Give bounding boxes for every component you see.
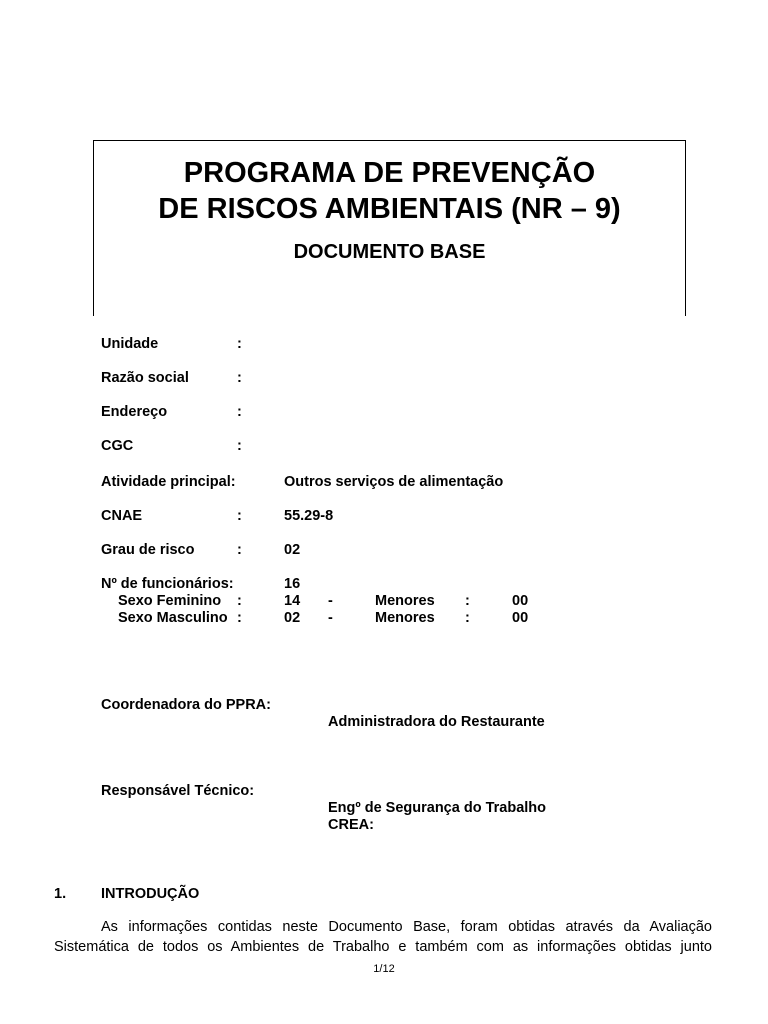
menores-masculino-colon: : bbox=[465, 610, 470, 626]
cgc-label: CGC bbox=[101, 438, 134, 454]
intro-line-1: As informações contidas neste Documento Base, foram obtidas através da Avaliação bbox=[101, 919, 712, 935]
title-line-2: DE RISCOS AMBIENTAIS (NR – 9) bbox=[158, 193, 621, 225]
title-box bbox=[93, 140, 686, 316]
menores-feminino-label: Menores bbox=[375, 593, 435, 609]
endereco-colon: : bbox=[237, 404, 242, 420]
sexo-feminino-dash: - bbox=[328, 593, 333, 609]
unidade-colon: : bbox=[237, 336, 242, 352]
intro-paragraph bbox=[54, 917, 712, 957]
section-number: 1. bbox=[54, 886, 67, 902]
menores-feminino-value: 00 bbox=[512, 593, 529, 609]
cnae-value: 55.29-8 bbox=[284, 508, 334, 524]
grau-risco-colon: : bbox=[237, 542, 242, 558]
sexo-feminino-colon: : bbox=[237, 593, 242, 609]
section-title: INTRODUÇÃO bbox=[101, 886, 200, 902]
endereco-label: Endereço bbox=[101, 404, 168, 420]
atividade-value: Outros serviços de alimentação bbox=[284, 474, 504, 490]
cgc-colon: : bbox=[237, 438, 242, 454]
coordenadora-label: Coordenadora do PPRA: bbox=[101, 697, 271, 713]
document-subtitle: DOCUMENTO BASE bbox=[293, 241, 486, 263]
sexo-feminino-label: Sexo Feminino bbox=[118, 593, 222, 609]
razao-social-colon: : bbox=[237, 370, 242, 386]
razao-social-label: Razão social bbox=[101, 370, 189, 386]
sexo-masculino-dash: - bbox=[328, 610, 333, 626]
page-number: 1/12 bbox=[373, 963, 395, 975]
coordenadora-value: Administradora do Restaurante bbox=[328, 714, 545, 730]
cnae-label: CNAE bbox=[101, 508, 143, 524]
sexo-feminino-value: 14 bbox=[284, 593, 301, 609]
responsavel-label: Responsável Técnico: bbox=[101, 783, 255, 799]
sexo-masculino-label: Sexo Masculino bbox=[118, 610, 228, 626]
funcionarios-label: Nº de funcionários: bbox=[101, 576, 234, 592]
cnae-colon: : bbox=[237, 508, 242, 524]
grau-risco-value: 02 bbox=[284, 542, 301, 558]
responsavel-value: Engº de Segurança do Trabalho bbox=[328, 800, 547, 816]
intro-line-2: Sistemática de todos os Ambientes de Trabalho e também com as informações obtidas junto bbox=[54, 939, 712, 955]
menores-masculino-value: 00 bbox=[512, 610, 529, 626]
unidade-label: Unidade bbox=[101, 336, 159, 352]
title-line-1: PROGRAMA DE PREVENÇÃO bbox=[183, 157, 596, 189]
menores-feminino-colon: : bbox=[465, 593, 470, 609]
grau-risco-label: Grau de risco bbox=[101, 542, 195, 558]
menores-masculino-label: Menores bbox=[375, 610, 435, 626]
atividade-label: Atividade principal: bbox=[101, 474, 236, 490]
crea-label: CREA: bbox=[328, 817, 374, 833]
sexo-masculino-colon: : bbox=[237, 610, 242, 626]
funcionarios-value: 16 bbox=[284, 576, 301, 592]
sexo-masculino-value: 02 bbox=[284, 610, 301, 626]
